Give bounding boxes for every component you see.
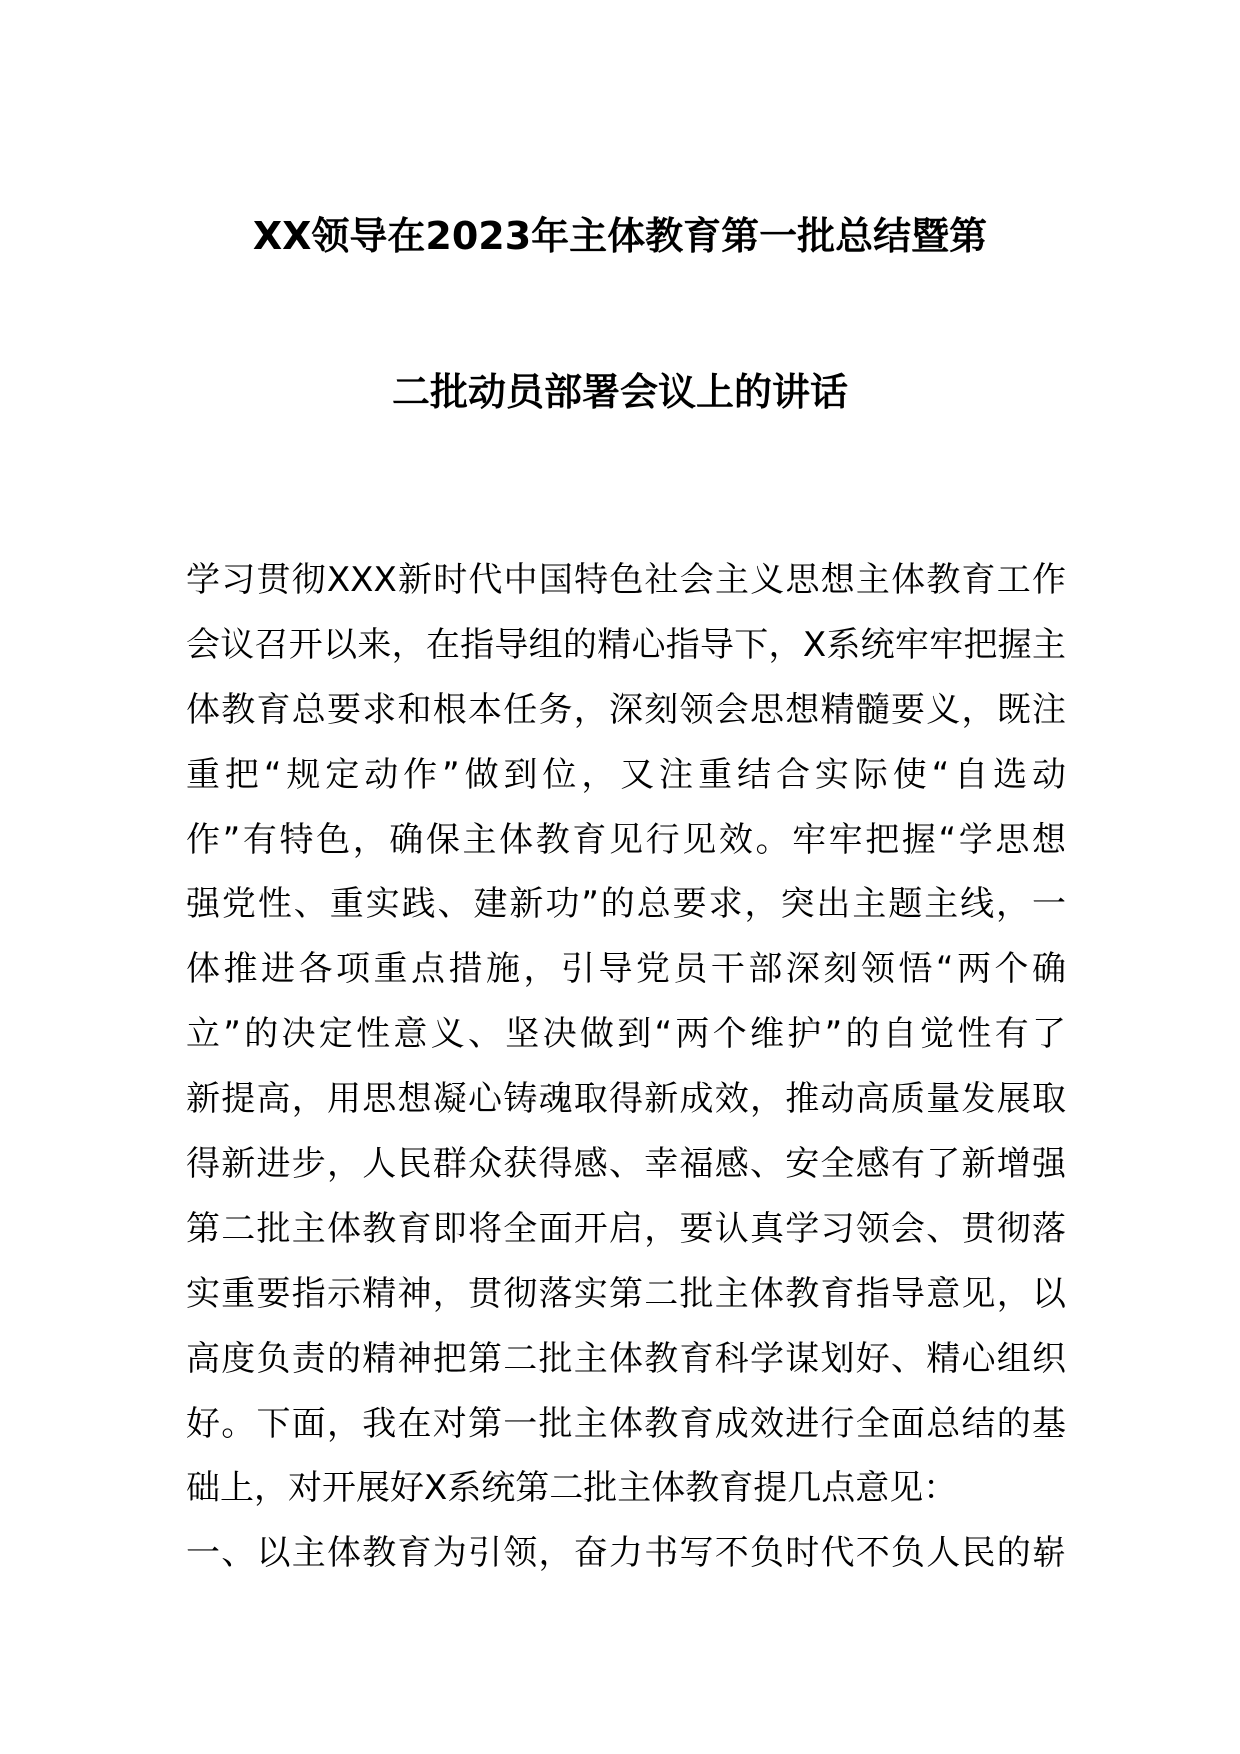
body-line: 高度负责的精神把第二批主体教育科学谋划好、精心组织: [186, 1338, 1066, 1379]
body-text: [186, 548, 1066, 1586]
body-line: 新提高，用思想凝心铸魂取得新成效，推动高质量发展取: [186, 1079, 1066, 1120]
body-line: 础上，对开展好X系统第二批主体教育提几点意见：: [186, 1468, 958, 1509]
body-line: 得新进步，人民群众获得感、幸福感、安全感有了新增强: [186, 1144, 1066, 1185]
body-line: 立”的决定性意义、坚决做到“两个维护”的自觉性有了: [186, 1014, 1066, 1055]
body-line: 强党性、重实践、建新功”的总要求，突出主题主线，一: [186, 884, 1066, 925]
body-line: 会议召开以来，在指导组的精心指导下，X系统牢牢把握主: [186, 624, 1066, 665]
body-line: 重把“规定动作”做到位，又注重结合实际使“自选动: [186, 754, 1066, 795]
body-line: 好。下面，我在对第一批主体教育成效进行全面总结的基: [186, 1403, 1066, 1444]
body-line: 作”有特色，确保主体教育见行见效。牢牢把握“学思想: [186, 819, 1066, 860]
title-line-2: 二批动员部署会议上的讲话: [391, 370, 848, 414]
body-line: 一、以主体教育为引领，奋力书写不负时代不负人民的崭: [186, 1533, 1066, 1574]
body-line: 实重要指示精神，贯彻落实第二批主体教育指导意见，以: [186, 1273, 1066, 1314]
title-line-1: XX领导在2023年主体教育第一批总结暨第: [252, 214, 988, 258]
body-line: 第二批主体教育即将全面开启，要认真学习领会、贯彻落: [186, 1208, 1066, 1249]
body-line: 体推进各项重点措施，引导党员干部深刻领悟“两个确: [186, 949, 1066, 990]
body-line: 体教育总要求和根本任务，深刻领会思想精髓要义，既注: [186, 689, 1066, 730]
body-line: 学习贯彻XXX新时代中国特色社会主义思想主体教育工作: [186, 560, 1066, 600]
